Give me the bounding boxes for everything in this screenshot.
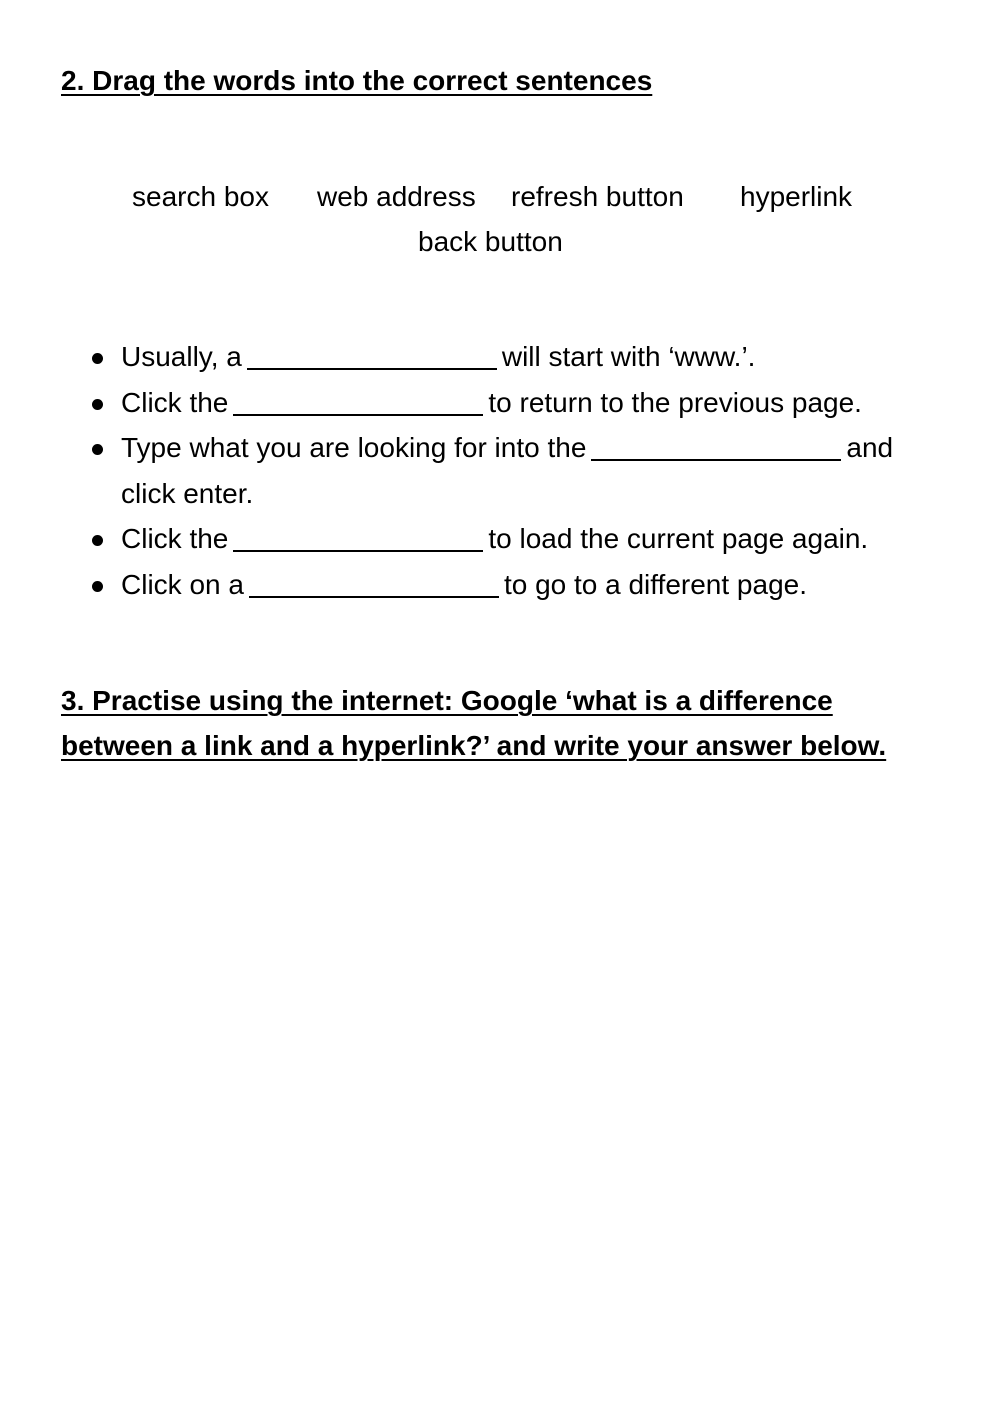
sentence-item <box>88 425 948 516</box>
drop-blank[interactable] <box>233 520 483 552</box>
bullet-icon <box>92 444 103 455</box>
sentence-list <box>88 334 948 607</box>
word-bank <box>0 174 1000 264</box>
sentence-item <box>88 516 948 562</box>
sentence-text-before: Type what you are looking for into the <box>121 432 587 463</box>
sentence-text-after: to return to the previous page. <box>488 386 862 418</box>
bullet-icon <box>92 581 103 592</box>
draggable-word[interactable]: hyperlink <box>740 181 853 212</box>
section-3-heading: 3. Practise using the internet: Google ‘what is a difference between a link and a hyperlink?’ and write your answer below. <box>61 685 887 761</box>
bullet-icon <box>92 535 103 546</box>
sentence-item <box>88 334 948 380</box>
sentence-text-before: Usually, a <box>121 341 242 372</box>
sentence-text-after: to go to a different page. <box>503 568 807 600</box>
sentence-item <box>88 380 948 426</box>
draggable-word[interactable]: search box <box>132 181 269 212</box>
sentence-text-before: Click the <box>121 523 229 554</box>
draggable-word[interactable]: refresh button <box>511 181 684 212</box>
sentence-text-after: and click enter. <box>121 432 894 509</box>
drop-blank[interactable] <box>591 429 841 461</box>
sentence-item <box>88 562 948 608</box>
word-bank-row <box>0 219 1000 264</box>
drop-blank[interactable] <box>249 566 499 598</box>
sentence-text-before: Click the <box>121 386 229 418</box>
section-2-heading: 2. Drag the words into the correct sentences <box>61 65 653 96</box>
sentence-text-before: Click on a <box>121 568 244 600</box>
drop-blank[interactable] <box>233 384 483 416</box>
word-bank-row <box>0 174 1000 219</box>
bullet-icon <box>92 353 103 364</box>
sentence-text-after: to load the current page again. <box>488 523 869 554</box>
drop-blank[interactable] <box>247 338 497 370</box>
draggable-word[interactable]: web address <box>317 181 476 212</box>
sentence-text-after: will start with ‘www.’. <box>501 341 756 372</box>
bullet-icon <box>92 399 103 410</box>
draggable-word[interactable]: back button <box>418 226 563 257</box>
